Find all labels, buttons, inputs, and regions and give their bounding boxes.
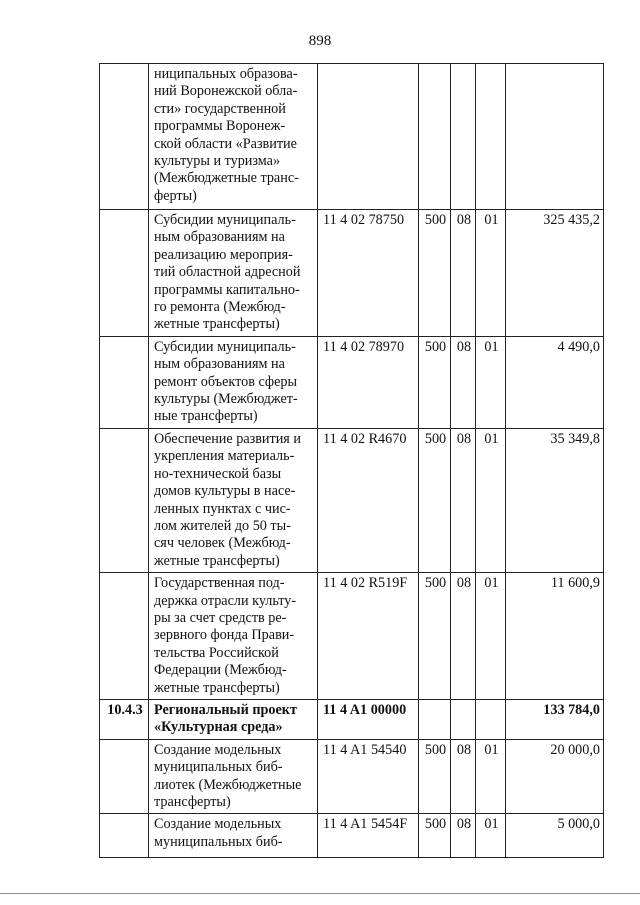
row-name-cell: Региональный проект «Культурная среда»: [149, 699, 318, 739]
subsection-cell: 01: [476, 814, 506, 858]
row-number-cell: [100, 210, 149, 337]
subsection-cell: 01: [476, 739, 506, 814]
amount-cell: 20 000,0: [506, 739, 604, 814]
section-cell: 08: [451, 573, 476, 700]
row-name-cell: Обеспечение развития и укрепления материаль- но-технической базы домов культуры в насе- ленных пунктах с чис- лом жителей до 50 ты- сяч человек (Межбюд- жетные трансферты): [149, 428, 318, 572]
expense-type-cell: 500: [419, 739, 451, 814]
table-row: [100, 210, 604, 337]
target-code-cell: 11 4 A1 00000: [318, 699, 419, 739]
page-bottom-rule: [0, 893, 640, 894]
table-row: [100, 428, 604, 572]
section-cell: 08: [451, 739, 476, 814]
section-cell: [451, 699, 476, 739]
expense-type-cell: [419, 699, 451, 739]
expense-type-cell: 500: [419, 428, 451, 572]
table-row: [100, 814, 604, 858]
target-code-cell: 11 4 02 78750: [318, 210, 419, 337]
row-number-cell: [100, 336, 149, 428]
row-name-cell: Создание модельных муниципальных биб-: [149, 814, 318, 858]
row-name-cell: Субсидии муниципаль- ным образованиям на ремонт объектов сферы культуры (Межбюджет- ные трансферты): [149, 336, 318, 428]
amount-cell: 4 490,0: [506, 336, 604, 428]
subsection-cell: 01: [476, 336, 506, 428]
page-number: 898: [308, 33, 332, 49]
row-number-cell: [100, 739, 149, 814]
subsection-cell: [476, 699, 506, 739]
expense-type-cell: 500: [419, 210, 451, 337]
section-cell: 08: [451, 336, 476, 428]
amount-cell: 325 435,2: [506, 210, 604, 337]
row-number-cell: 10.4.3: [100, 699, 149, 739]
expense-type-cell: [419, 64, 451, 210]
row-name-cell: ниципальных образова- ний Воронежской обла- сти» государственной программы Воронеж- ской области «Развитие культуры и туризма» (Межбюджетные транс- ферты): [149, 64, 318, 210]
row-name-cell: Государственная под- держка отрасли культу- ры за счет средств ре- зервного фонда Прави- тельства Российской Федерации (Межбюд- жетные трансферты): [149, 573, 318, 700]
section-cell: 08: [451, 814, 476, 858]
amount-cell: 35 349,8: [506, 428, 604, 572]
amount-cell: 11 600,9: [506, 573, 604, 700]
row-name-cell: Субсидии муниципаль- ным образованиям на реализацию мероприя- тий областной адресной программы капитально- го ремонта (Межбюд- жетные трансферты): [149, 210, 318, 337]
row-number-cell: [100, 573, 149, 700]
target-code-cell: 11 4 02 78970: [318, 336, 419, 428]
target-code-cell: [318, 64, 419, 210]
row-number-cell: [100, 64, 149, 210]
section-cell: 08: [451, 428, 476, 572]
amount-cell: [506, 64, 604, 210]
target-code-cell: 11 4 02 R4670: [318, 428, 419, 572]
subsection-cell: 01: [476, 210, 506, 337]
expense-type-cell: 500: [419, 814, 451, 858]
target-code-cell: 11 4 A1 54540: [318, 739, 419, 814]
table-row: [100, 739, 604, 814]
expense-type-cell: 500: [419, 336, 451, 428]
section-cell: 08: [451, 210, 476, 337]
target-code-cell: 11 4 02 R519F: [318, 573, 419, 700]
table-row: [100, 699, 604, 739]
section-cell: [451, 64, 476, 210]
table-row: [100, 64, 604, 210]
row-number-cell: [100, 428, 149, 572]
table-body: [100, 64, 604, 858]
subsection-cell: 01: [476, 573, 506, 700]
target-code-cell: 11 4 A1 5454F: [318, 814, 419, 858]
amount-cell: 133 784,0: [506, 699, 604, 739]
row-number-cell: [100, 814, 149, 858]
subsection-cell: [476, 64, 506, 210]
table-row: [100, 336, 604, 428]
table-row: [100, 573, 604, 700]
amount-cell: 5 000,0: [506, 814, 604, 858]
budget-table: [99, 63, 604, 858]
expense-type-cell: 500: [419, 573, 451, 700]
subsection-cell: 01: [476, 428, 506, 572]
row-name-cell: Создание модельных муниципальных биб- лиотек (Межбюджетные трансферты): [149, 739, 318, 814]
